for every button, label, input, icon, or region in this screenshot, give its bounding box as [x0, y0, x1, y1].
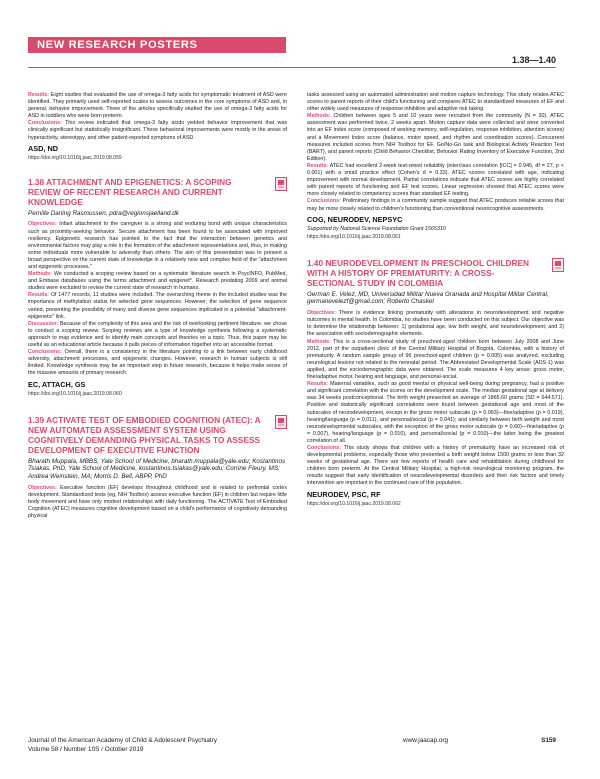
abstract-discussion: Discussion: Because of the complexity of this area and the risk of overlooking pertinent literature, we chose to conduct a scoping review. Scoping reviews are a type of knowledge synthesis following a systematic approach to map evidence and to identify main concepts and theories on a topic. Thus, this paper may be useful as an educational article because it pulls pieces of information together into an accessible format. [28, 320, 287, 349]
poster-badge-icon [275, 177, 287, 191]
abstract-title: 1.39 ACTIVATE TEST OF EMBODIED COGNITION (ATEC): A NEW AUTOMATED ASSESSMENT SYSTEM USING COGNITIVELY DEMANDING PHYSICAL TASKS TO ASSESS DEVELOPMENT OF EXECUTIVE FUNCTION [28, 415, 287, 455]
journal-volume: Volume 58 / Number 10S / October 2019 [28, 746, 144, 753]
right-column [307, 92, 564, 507]
abstract-methods: Methods: This is a cross-sectional study of preschool-aged children born between July 2008 and June 2012, part of the outpatient clinic of the Central Military Hospital of Bogotá, Colombia, with a history of prematurity. A random sample group of 96 preschool-aged children (p = 0.005) was analyzed, excluding neurological lesions not related to the neonatal period. The Abbreviated Developmental Scale (ADS-1) was applied, and the sociodemographic data were obtained. The scale measures 4 key areas: gross motor, fine/adaptive motor, hearing and language, and personal-social. [307, 338, 565, 381]
cont-abstract-keywords: COG, NEURODEV, NEPSYC [307, 214, 403, 224]
left-column [28, 92, 287, 520]
abstract-authors: Bharath Muppala, MBBS, Yale School of Medicine, bharath.muppala@yale.edu; Kostantinos Tsiakas, PhD, Yale School of Medicine, kostantinos.tsiakas@yale.edu; Corrine Fleury, MS; Andrea Weinstein, MA; Morris D. Bell, ABPP, PhD [28, 457, 286, 481]
journal-info [28, 736, 368, 754]
prev-abstract-keywords: ASD, ND [28, 143, 58, 153]
journal-name: Journal of the American Academy of Child & Adolescent Psychiatry [28, 737, 217, 744]
abstract-conclusions: Conclusions: This study shows that children with a history of prematurity have an increased risk of developmental problems, especially those who presented a birth weight below 1500 grams or less than 32 weeks of gestational age. There are few reports of health care and rehabilitation during childhood for children born preterm. At the Central Military Hospital, a high-risk neurological monitoring program, the results suggest that early identification of neurodevelopmental disorders and their risk factors and timely intervention are important in the continued care of this population. [307, 444, 564, 487]
abstract-authors: Pernille Darling Rasmussen, pdra@regionsjaelland.dk [28, 209, 179, 217]
abstract-objectives: Objectives: Infant attachment to the caregiver is a strong and enduring bond with unique characteristics such as proximity-seeking behavior. Secure attachment has been found to be associated with improved resiliency. Epigenetic research has pointed to the fact that the interaction between genetics and environmental factors may play a role in the formation of the attachment representations and, thus, in making some individuals more vulnerable to adversity than others. The aim of this presentation was to present a broad perspective on the current state of knowledge in a relatively new and complex field of the "attachment and epigenetic processes." [28, 221, 287, 271]
cont-abstract-results: Results: ATEC had excellent 2-week test-retest reliability (interclass correlation [ICC] = 0.945, df = 27, p < 0.001) with a small practice effect (Cohen's d = 0.33). ATEC scores correlated with age, indicating improvement with normal development. Partial correlations indicate that ATEC scores are highly correlated with parent reports of functioning and EF test scores. Linear regression showed that ATEC scores were more closely related to competency scores than standard EF testing. [307, 162, 564, 198]
abstract-doi[interactable]: https://doi.org/10.1016/j.jaac.2019.08.062 [307, 500, 401, 507]
cont-abstract-doi[interactable]: https://doi.org/10.1016/j.jaac.2019.08.061 [307, 233, 401, 240]
page-range: 1.38—1.40 [511, 55, 556, 65]
poster-badge-icon [275, 415, 287, 429]
abstract-keywords: EC, ATTACH, GS [28, 379, 86, 389]
abstract-title: 1.40 NEURODEVELOPMENT IN PRESCHOOL CHILDREN WITH A HISTORY OF PREMATURITY: A CROSS-SECTIONAL STUDY IN COLOMBIA [307, 258, 564, 288]
header-rule [28, 67, 556, 68]
abstract-conclusions: Conclusions: Overall, there is a consistency in the literature pointing to a link between early childhood adversity, attachment processes, and epigenetic changes. However, research in human subjects is still limited. Knowledge synthesis may be an important step in future research, because it helps make sense of the massive amounts of primary research. [28, 349, 287, 377]
journal-url[interactable]: www.jaacap.org [403, 737, 449, 744]
abstract-objectives: Objectives: Executive function (EF) develops throughout childhood and is related to prefrontal cortex development. Standardized tests (eg, NIH Toolbox) assess executive function (EF) in children but require little body movement and have only modest relationships with daily functioning. The ACTIVATE Test of Embodied Cognition (ATEC) measures cognitive development based on a child's performance of cognitively demanding physical [28, 484, 287, 520]
abstract-objectives: Objectives: There is evidence linking prematurity with alterations in neurodevelopment and negative outcomes in mental health. In Colombia, no studies have been conducted on this subject. Our objective was to determine the relationship between: 1) gestational age, low birth weight, and neurodevelopment; and 2) the association with sociodemographic elements. [307, 310, 565, 338]
abstract-doi[interactable]: https://doi.org/10.1016/j.jaac.2019.08.060 [28, 390, 122, 397]
cont-abstract-conclusions: Conclusions: Preliminary findings in a community sample suggest that ATEC produces reliable scores that may be more closely related to children's functioning than conventional neurocognitive assessments. [307, 198, 564, 212]
abstract-1-39 [28, 415, 287, 521]
section-banner: NEW RESEARCH POSTERS [28, 37, 286, 53]
cont-abstract-intro: tasks assessed using an automated administration and motion capture technology. This study relates ATEC scores to parent reports of their child's functioning and compares ATEC to standardized measures of EF and other widely used measures of response inhibition and adaptive risk taking. [307, 92, 564, 113]
abstract-results: Results: Of 1477 records, 11 studies were included. The overarching theme in the included studies was the importance of methylation status for selected gene sequences. However, the selection of gene sequence varied, presenting the possibility of many and diverse gene sequences implicated in a potential "attachment-epigenetic" link. [28, 292, 287, 320]
prev-abstract-doi[interactable]: https://doi.org/10.1016/j.jaac.2019.08.059 [28, 154, 122, 161]
abstract-keywords: NEURODEV, PSC, RF [307, 489, 381, 499]
abstract-1-40 [307, 258, 564, 507]
abstract-1-38 [28, 177, 287, 397]
abstract-title: 1.38 ATTACHMENT AND EPIGENETICS: A SCOPING REVIEW OF RECENT RESEARCH AND CURRENT KNOWLEDGE [28, 177, 287, 207]
cont-abstract-methods: Methods: Children between ages 5 and 10 years were recruited from the community (N = 30). ATEC assessment was performed twice, 2 weeks apart. Motion capture data were collected and were converted into an EF index score (composed of working memory, self-regulation, response inhibition, attention scores) and a Movement Index score (balance, motor speed, and rhythm and coordination scores). Concurrent measures included scores from NIH Toolbox for EF, Go/No-Go task and Biological Activity Reaction Test (BART), and parent reports (Child Behavior Checklist, Behavior Rating Inventory of Executive Function, 2nd Edition). [307, 113, 564, 162]
page-number: S159 [541, 737, 556, 744]
poster-badge-icon [552, 258, 564, 272]
cont-abstract-support: Supported by National Science Foundation Grant 1565310 [307, 225, 446, 232]
prev-abstract-conclusions: Conclusions: This review indicated that omega-3 fatty acids yielded behavior improvement that was clinically significant but statistically insignificant. These behavioral improvements were mostly in the areas of hyperactivity, stereotypy, and other patient-reported symptoms of ASD. [28, 120, 287, 141]
abstract-results: Results: Maternal variables, such as good mental or physical well-being during pregnancy, had a positive and significant correlation with the scores on the development scale. The median gestational age at delivery was 34 weeks postconceptional. The birth weight presented an average of 1865.60 grams (SD = 544.571). Positive and statistically significant correlations were found between gestational age and most of the subscales of neurodevelopment, except in the gross motor subscale (p = 0.063)—fine/adaptive (p = 0.019), hearing/language (p = 0.011), and personal/social (p = 0.041); and similarly between birth weight and most neurodevelopmental subscales, with the exception of the gross motor subscale (p = 0.60)—fine/adaptive (p = 0.007), hearing/language (p = 0.010), and personal/social (p = 0.010)—the latter being the greatest correlation of all. [307, 381, 564, 444]
prev-abstract-results: Results: Eight studies that evaluated the use of omega-3 fatty acids for symptomatic treatment of ASD were identified. They primarily used self-reported scales to assess outcomes in the core symptoms of ASD and, in general, behavior improvement. Three of the articles specifically studied the use of omega-3 fatty acids for ASD in toddlers who were born preterm. [28, 92, 287, 120]
abstract-methods: Methods: We conducted a scoping review based on a systematic literature search in PsycINFO, PubMed, and Embase databases using the terms attachment and epigenet*. Research predating 2009 and animal studies were excluded to review the current state of research in humans. [28, 271, 287, 292]
abstract-authors: German E. Velez, MD, Universidad Militar Nueva Granada and Hospital Militar Central, germanevelezf@gmail.com; Roberto Chaskel [307, 290, 549, 306]
